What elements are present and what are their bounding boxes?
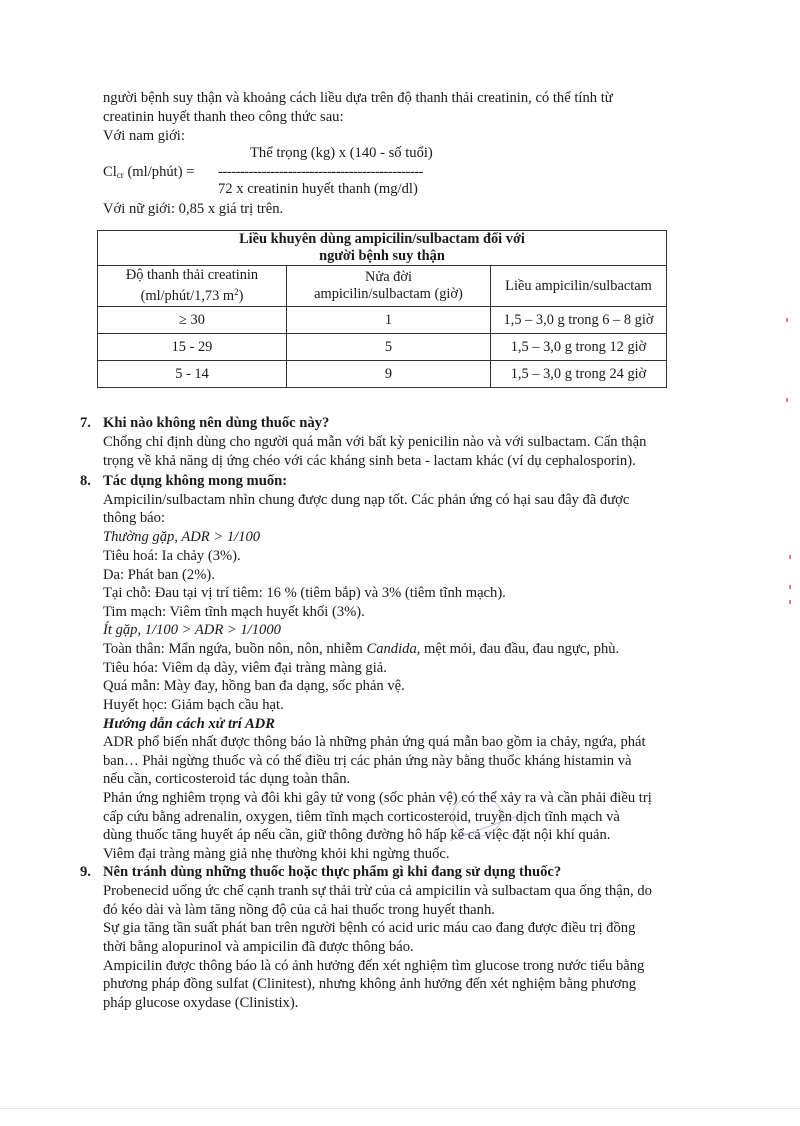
adr-systemic-a: Toàn thân: Mẩn ngứa, buồn nôn, nôn, nhiễm xyxy=(103,641,367,657)
header-clearance-unit: (ml/phút/1,73 m xyxy=(140,288,235,304)
adr-allergy: Quá mẫn: Mày đay, hồng ban đa dạng, sốc phản vệ. xyxy=(103,678,405,694)
clcr-subscript: cr xyxy=(116,170,124,180)
section-8-number: 8. xyxy=(80,473,91,489)
female-label: Với nữ giới: 0,85 x giá trị trên. xyxy=(103,201,284,217)
table-header-row xyxy=(98,266,667,307)
adr-systemic-b: , mệt mỏi, đau đầu, đau ngực, phù. xyxy=(416,641,620,657)
section-9-line-7: pháp glucose oxydase (Clinistix). xyxy=(103,995,299,1011)
header-clearance-line-1: Độ thanh thải creatinin xyxy=(125,267,259,283)
table-title-line-1: Liều khuyên dùng ampicilin/sulbactam đối với xyxy=(239,231,525,247)
cell-clearance: 15 - 29 xyxy=(98,334,287,361)
adr-systemic-candida: Candida xyxy=(366,641,417,657)
adr-guide-line-3: nếu cần, corticosteroid tác dụng toàn thân. xyxy=(103,771,351,787)
table-title-row xyxy=(98,231,667,266)
section-9-number: 9. xyxy=(80,864,91,880)
header-clearance-close: ) xyxy=(238,288,244,304)
adr-local: Tại chỗ: Đau tại vị trí tiêm: 16 % (tiêm bắp) và 3% (tiêm tĩnh mạch). xyxy=(103,585,506,601)
formula-clcr xyxy=(103,163,194,184)
clcr-symbol: Cl xyxy=(103,164,117,180)
scan-edge-line xyxy=(0,1108,800,1109)
header-clearance-line-2 xyxy=(102,284,282,305)
fraction-bar: ----------------------------------------------- xyxy=(218,164,423,180)
header-clearance-sup: 2 xyxy=(234,287,239,297)
uncommon-heading: Ít gặp, 1/100 > ADR > 1/1000 xyxy=(103,622,281,638)
adr-blood: Huyết học: Giảm bạch cầu hạt. xyxy=(103,697,284,713)
header-clearance xyxy=(98,266,287,307)
adr-guide-heading: Hướng dẫn cách xử trí ADR xyxy=(103,716,275,732)
adr-guide-line-5: cấp cứu bằng adrenalin, oxygen, tiêm tĩnh mạch corticosteroid, truyền dịch tĩnh mạch và xyxy=(103,809,620,825)
adr-guide-line-6: dùng thuốc tăng huyết áp nếu cần, giữ thông đường hô hấp kể cả việc đặt nội khí quản. xyxy=(103,827,611,843)
cell-dose: 1,5 – 3,0 g trong 6 – 8 giờ xyxy=(491,307,667,334)
section-7-heading: Khi nào không nên dùng thuốc này? xyxy=(103,415,330,431)
section-7-number: 7. xyxy=(80,415,91,431)
section-9-heading: Nên tránh dùng những thuốc hoặc thực phẩm gì khi đang sử dụng thuốc? xyxy=(103,864,562,880)
dose-table xyxy=(97,230,667,388)
adr-guide-line-2: ban… Phải ngừng thuốc và có thể điều trị các phản ứng này bằng thuốc kháng histamin và xyxy=(103,753,632,769)
header-half-life-line-1: Nửa đời xyxy=(365,269,412,285)
cell-half-life: 5 xyxy=(287,334,491,361)
intro-line-1: người bệnh suy thận và khoảng cách liều dựa trên độ thanh thải creatinin, có thể tính từ xyxy=(103,90,613,106)
adr-systemic xyxy=(103,640,619,658)
adr-guide-line-1: ADR phổ biến nhất được thông báo là những phản ứng quá mẫn bao gồm ia chảy, ngứa, phát xyxy=(103,734,646,750)
header-half-life xyxy=(287,266,491,307)
section-7-line-2: trọng về khả năng dị ứng chéo với các kháng sinh beta - lactam khác (ví dụ cephalosporin). xyxy=(103,453,636,469)
section-9-line-5: Ampicilin được thông báo là có ảnh hưởng đến xét nghiệm tìm glucose trong nước tiểu bằng xyxy=(103,958,645,974)
cell-half-life: 9 xyxy=(287,361,491,388)
table-row xyxy=(98,361,667,388)
adr-digestive: Tiêu hoá: Ia chảy (3%). xyxy=(103,548,241,564)
section-8-line-2: thông báo: xyxy=(103,510,166,526)
table-row xyxy=(98,307,667,334)
intro-line-2: creatinin huyết thanh theo công thức sau: xyxy=(103,109,344,125)
cell-clearance: ≥ 30 xyxy=(98,307,287,334)
adr-digestive-2: Tiêu hóa: Viêm dạ dày, viêm đại tràng màng giả. xyxy=(103,660,387,676)
adr-guide-line-7: Viêm đại tràng màng giả nhẹ thường khỏi khi ngừng thuốc. xyxy=(103,846,450,862)
scan-mark xyxy=(789,585,791,589)
table-title xyxy=(98,231,667,266)
section-9-line-6: phương pháp đồng sulfat (Clinitest), nhưng không ảnh hưởng đến xét nghiệm bằng phương xyxy=(103,976,637,992)
header-half-life-line-2: ampicilin/sulbactam (giờ) xyxy=(314,286,463,302)
scan-mark xyxy=(786,318,788,322)
cell-dose: 1,5 – 3,0 g trong 24 giờ xyxy=(491,361,667,388)
clcr-unit: (ml/phút) = xyxy=(123,164,195,180)
cell-clearance: 5 - 14 xyxy=(98,361,287,388)
table-title-line-2: người bệnh suy thận xyxy=(319,248,445,264)
section-9-line-3: Sự gia tăng tần suất phát ban trên người bệnh có acid uric máu cao đang được điều trị đồng xyxy=(103,920,636,936)
adr-guide-line-4: Phản ứng nghiêm trọng và đôi khi gây tử vong (sốc phản vệ) có thể xảy ra và cần phải điều trị xyxy=(103,790,652,806)
adr-skin: Da: Phát ban (2%). xyxy=(103,567,215,583)
cell-half-life: 1 xyxy=(287,307,491,334)
formula-numerator: Thể trọng (kg) x (140 - số tuổi) xyxy=(250,145,433,161)
section-8-heading: Tác dụng không mong muốn: xyxy=(103,473,288,489)
section-8-line-1: Ampicilin/sulbactam nhìn chung được dung nạp tốt. Các phản ứng có hại sau đây đã được xyxy=(103,492,630,508)
adr-cardio: Tim mạch: Viêm tĩnh mạch huyết khối (3%). xyxy=(103,604,365,620)
formula-denominator: 72 x creatinin huyết thanh (mg/dl) xyxy=(218,181,418,197)
header-dose: Liều ampicilin/sulbactam xyxy=(491,266,667,307)
section-9-line-1: Probenecid uống ức chế cạnh tranh sự thải trừ của cả ampicilin và sulbactam qua ống thận, do xyxy=(103,883,652,899)
section-9-line-2: đó kéo dài và làm tăng nồng độ của cả hai thuốc trong huyết thanh. xyxy=(103,902,495,918)
table-row xyxy=(98,334,667,361)
section-9-line-4: thời bằng alopurinol và ampicilin đã được thông báo. xyxy=(103,939,414,955)
scan-mark xyxy=(789,555,791,559)
scan-mark xyxy=(786,398,788,402)
male-label: Với nam giới: xyxy=(103,128,185,144)
common-heading: Thường gặp, ADR > 1/100 xyxy=(103,529,261,545)
scan-mark xyxy=(789,600,791,604)
section-7-line-1: Chống chỉ định dùng cho người quá mẫn với bất kỳ penicilin nào và với sulbactam. Cẩn thận xyxy=(103,434,647,450)
cell-dose: 1,5 – 3,0 g trong 12 giờ xyxy=(491,334,667,361)
